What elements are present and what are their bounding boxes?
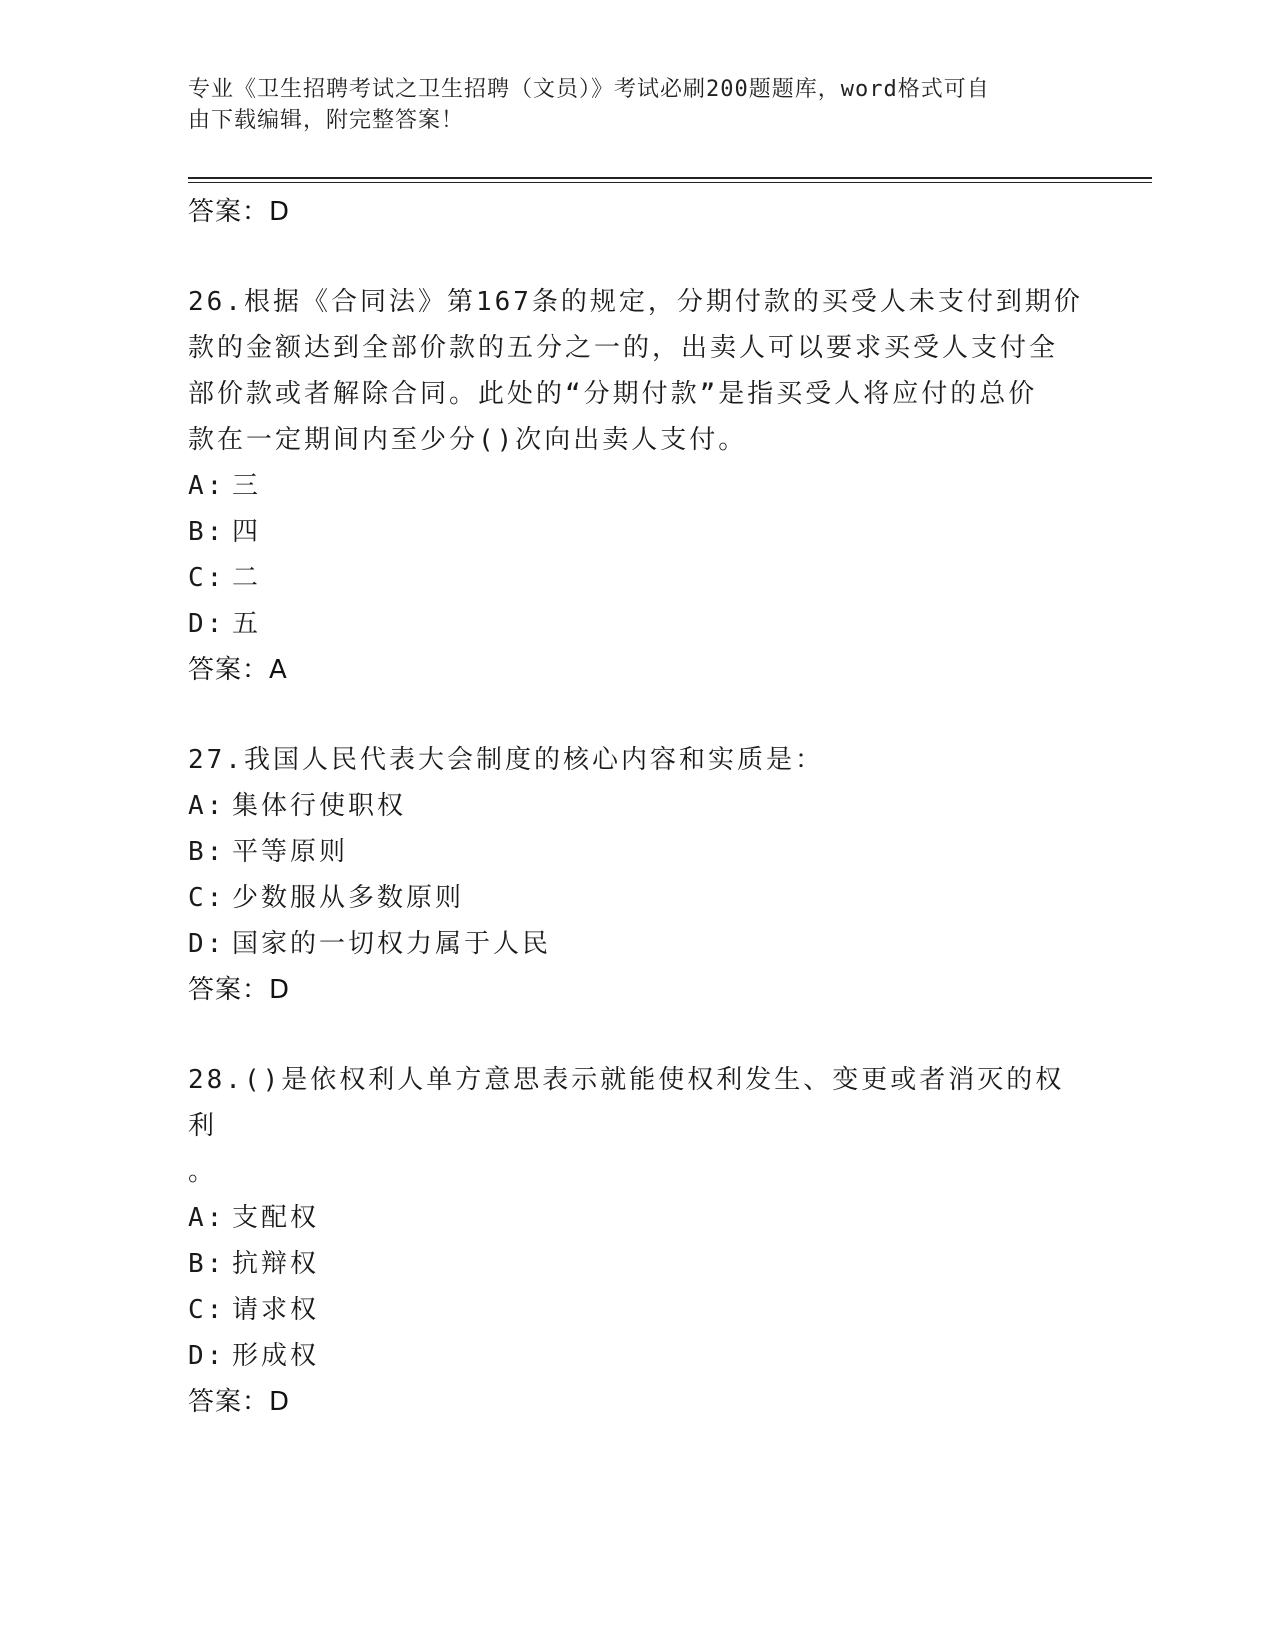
option-text: 四 <box>232 517 262 547</box>
question-stem-line: 部价款或者解除合同。此处的“分期付款”是指买受人将应付的总价 <box>188 379 1038 409</box>
option-a <box>188 783 1088 829</box>
option-text: 请求权 <box>232 1295 320 1325</box>
option-c <box>188 1287 1088 1333</box>
option-letter: A: <box>188 471 226 501</box>
spacer <box>188 693 1088 737</box>
option-a <box>188 1195 1088 1241</box>
answer-line: 答案：D <box>188 197 291 227</box>
option-text: 五 <box>232 609 262 639</box>
option-letter: C: <box>188 883 226 913</box>
option-text: 集体行使职权 <box>232 791 407 821</box>
option-d <box>188 1333 1088 1379</box>
spacer <box>188 235 1088 279</box>
option-c <box>188 875 1088 921</box>
question-stem-line: 27.我国人民代表大会制度的核心内容和实质是： <box>188 745 824 775</box>
option-letter: A: <box>188 1203 226 1233</box>
option-letter: B: <box>188 517 226 547</box>
question-stem-line: 。 <box>188 1157 218 1187</box>
answer-line: 答案：D <box>188 1387 291 1417</box>
option-c <box>188 555 1088 601</box>
option-letter: D: <box>188 1341 226 1371</box>
question-stem-line: 款的金额达到全部价款的五分之一的，出卖人可以要求买受人支付全 <box>188 333 1059 363</box>
option-b <box>188 509 1088 555</box>
option-d <box>188 921 1088 967</box>
option-letter: A: <box>188 791 226 821</box>
option-text: 少数服从多数原则 <box>232 883 465 913</box>
answer-line: 答案：D <box>188 975 291 1005</box>
option-text: 平等原则 <box>232 837 349 867</box>
option-d <box>188 601 1088 647</box>
question-list <box>188 189 1088 1425</box>
option-text: 二 <box>232 563 262 593</box>
option-letter: C: <box>188 1295 226 1325</box>
option-text: 国家的一切权力属于人民 <box>232 929 552 959</box>
option-letter: B: <box>188 1249 226 1279</box>
option-letter: D: <box>188 609 226 639</box>
page-header <box>188 74 1068 136</box>
option-letter: C: <box>188 563 226 593</box>
question-block <box>188 737 1088 1013</box>
option-b <box>188 829 1088 875</box>
header-line-2: 由下载编辑，附完整答案！ <box>188 108 465 133</box>
option-text: 抗辩权 <box>232 1249 320 1279</box>
question-stem-line: 28.()是依权利人单方意思表示就能使权利发生、变更或者消灭的权利 <box>188 1065 1065 1141</box>
question-stem-line: 26.根据《合同法》第167条的规定，分期付款的买受人未支付到期价 <box>188 287 1083 317</box>
option-letter: B: <box>188 837 226 867</box>
question-block <box>188 279 1088 693</box>
option-text: 支配权 <box>232 1203 320 1233</box>
question-stem-line: 款在一定期间内至少分()次向出卖人支付。 <box>188 425 748 455</box>
header-divider-thick <box>188 177 1152 179</box>
spacer <box>188 1013 1088 1057</box>
option-text: 形成权 <box>232 1341 320 1371</box>
option-letter: D: <box>188 929 226 959</box>
answer-line: 答案：A <box>188 655 288 685</box>
header-line-1: 专业《卫生招聘考试之卫生招聘（文员）》考试必刷200题题库，word格式可自 <box>188 77 990 102</box>
question-block <box>188 1057 1088 1425</box>
option-a <box>188 463 1088 509</box>
option-b <box>188 1241 1088 1287</box>
option-text: 三 <box>232 471 262 501</box>
header-divider-thin <box>188 182 1152 183</box>
